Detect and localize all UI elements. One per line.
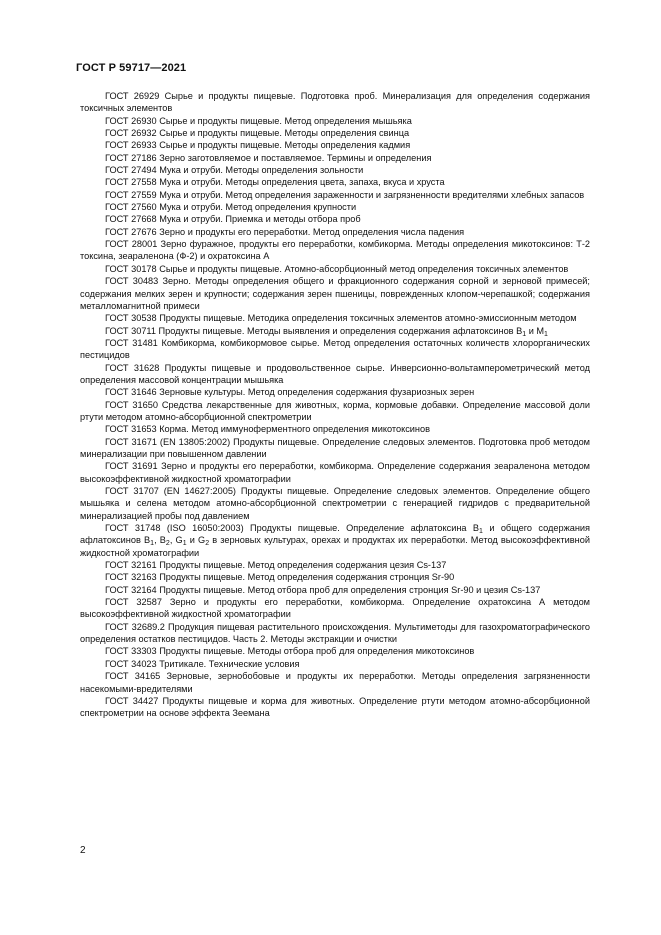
reference-entry: ГОСТ 31481 Комбикорма, комбикормовое сырье. Метод определения остаточных количеств хлорорганических пестицидов [80,337,590,361]
reference-entry: ГОСТ 30483 Зерно. Методы определения общего и фракционного содержания сорной и зерновой примесей; содержания мелких зерен и крупности; содержания зерен пшеницы, поврежденных клопом-черепашкой; содержания металломагнитной примеси [80,276,590,311]
reference-entry: ГОСТ 32164 Продукты пищевые. Метод отбора проб для определения стронция Sr-90 и цезия Cs-137 [105,584,541,595]
reference-entry: ГОСТ 31748 (ISO 16050:2003) Продукты пищевые. Определение афлатоксина $B_1$ и общего содержания афлатоксинов $B_1$, $B_2$, $G_1$ и $G_2$ в зерновых культурах, орехах и продуктах их переработки. Метод высокоэффективной жидкостной хроматографии [80,523,591,558]
reference-entry: ГОСТ 31653 Корма. Метод иммуноферментного определения микотоксинов [105,424,430,435]
subscript-digit: 1 [150,540,155,548]
reference-entry: ГОСТ 31707 (EN 14627:2005) Продукты пищевые. Определение следовых элементов. Определение общего мышьяка и селена методом атомно-абсорбционной спектрометрии с генерацией гидридов с предварительной минерализацией пробы под давлением [80,486,590,521]
page-header-title: ГОСТ Р 59717—2021 [76,62,187,74]
reference-entry: ГОСТ 32587 Зерно и продукты его переработки, комбикорма. Определение охратоксина А методом высокоэффективной жидкостной хроматографии [80,597,590,620]
subscript-digit: 1 [182,540,187,548]
reference-entry: ГОСТ 34023 Тритикале. Технические условия [105,658,300,669]
page-number: 2 [80,845,86,856]
reference-entry: ГОСТ 28001 Зерно фуражное, продукты его переработки, комбикорма. Методы определения микотоксинов: Т-2 токсина, зеараленона (Ф-2) и охратоксина А [80,239,590,262]
normative-references-list [80,90,590,720]
reference-entry: ГОСТ 31691 Зерно и продукты его переработки, комбикорма. Определение содержания зеараленона методом высокоэффективной жидкостной хроматографии [80,461,590,484]
reference-entry: ГОСТ 34165 Зерновые, зернобобовые и продукты их переработки. Методы определения загрязненности насекомыми-вредителями [80,671,590,694]
reference-entry: ГОСТ 26932 Сырье и продукты пищевые. Методы определения свинца [105,128,410,139]
reference-entry: ГОСТ 32161 Продукты пищевые. Метод определения содержания цезия Cs-137 [105,560,447,571]
reference-entry: ГОСТ 27494 Мука и отруби. Методы определения зольности [105,165,364,176]
reference-entry: ГОСТ 27676 Зерно и продукты его переработки. Метод определения числа падения [105,226,465,237]
reference-entry: ГОСТ 30538 Продукты пищевые. Методика определения токсичных элементов атомно-эмиссионным методом [105,313,577,324]
reference-entry: ГОСТ 31646 Зерновые культуры. Метод определения содержания фузариозных зерен [105,387,475,398]
subscript-digit: 1 [544,330,548,338]
reference-entry: ГОСТ 32689.2 Продукция пищевая растительного происхождения. Мультиметоды для газохроматографического определения остатков пестицидов. Часть 2. Методы экстракции и очистки [80,621,590,645]
reference-entry: ГОСТ 27668 Мука и отруби. Приемка и методы отбора проб [105,214,361,225]
reference-entry: ГОСТ 31628 Продукты пищевые и продовольственное сырье. Инверсионно-вольтамперометрический метод определения массовой концентрации мышьяка [80,362,590,385]
subscript-digit: 1 [522,330,527,338]
reference-entry: ГОСТ 33303 Продукты пищевые. Методы отбора проб для определения микотоксинов [105,646,475,657]
reference-entry: ГОСТ 31650 Средства лекарственные для животных, корма, кормовые добавки. Определение массовой доли ртути методом атомно-абсорбционной спектрометрии [80,399,590,422]
subscript-digit: 2 [205,540,210,548]
reference-entry: ГОСТ 26933 Сырье и продукты пищевые. Методы определения кадмия [105,140,411,151]
reference-entry: ГОСТ 27558 Мука и отруби. Методы определения цвета, запаха, вкуса и хруста [105,177,445,188]
reference-entry: ГОСТ 27186 Зерно заготовляемое и поставляемое. Термины и определения [105,152,432,163]
subscript-digit: 2 [165,540,170,548]
reference-entry: ГОСТ 30711 Продукты пищевые. Методы выявления и определения содержания афлатоксинов $B_1$ и $M_1$ [105,325,548,338]
reference-entry: ГОСТ 27559 Мука и отруби. Метод определения зараженности и загрязненности вредителями хлебных запасов [105,189,585,200]
subscript-digit: 1 [479,528,483,536]
reference-entry: ГОСТ 27560 Мука и отруби. Метод определения крупности [105,202,357,213]
reference-entry: ГОСТ 34427 Продукты пищевые и корма для животных. Определение ртути методом атомно-абсорбционной спектрометрии на основе эффекта Зеемана [80,695,590,719]
reference-entry: ГОСТ 31671 (EN 13805:2002) Продукты пищевые. Определение следовых элементов. Подготовка проб методом минерализации при повышенном давлении [80,436,590,459]
reference-entry: ГОСТ 26929 Сырье и продукты пищевые. Подготовка проб. Минерализация для определения содержания токсичных элементов [80,91,590,114]
reference-entry: ГОСТ 32163 Продукты пищевые. Метод определения содержания стронция Sr-90 [105,572,455,583]
reference-entry: ГОСТ 30178 Сырье и продукты пищевые. Атомно-абсорбционный метод определения токсичных элементов [105,263,569,274]
reference-entry: ГОСТ 26930 Сырье и продукты пищевые. Метод определения мышьяка [105,115,412,126]
